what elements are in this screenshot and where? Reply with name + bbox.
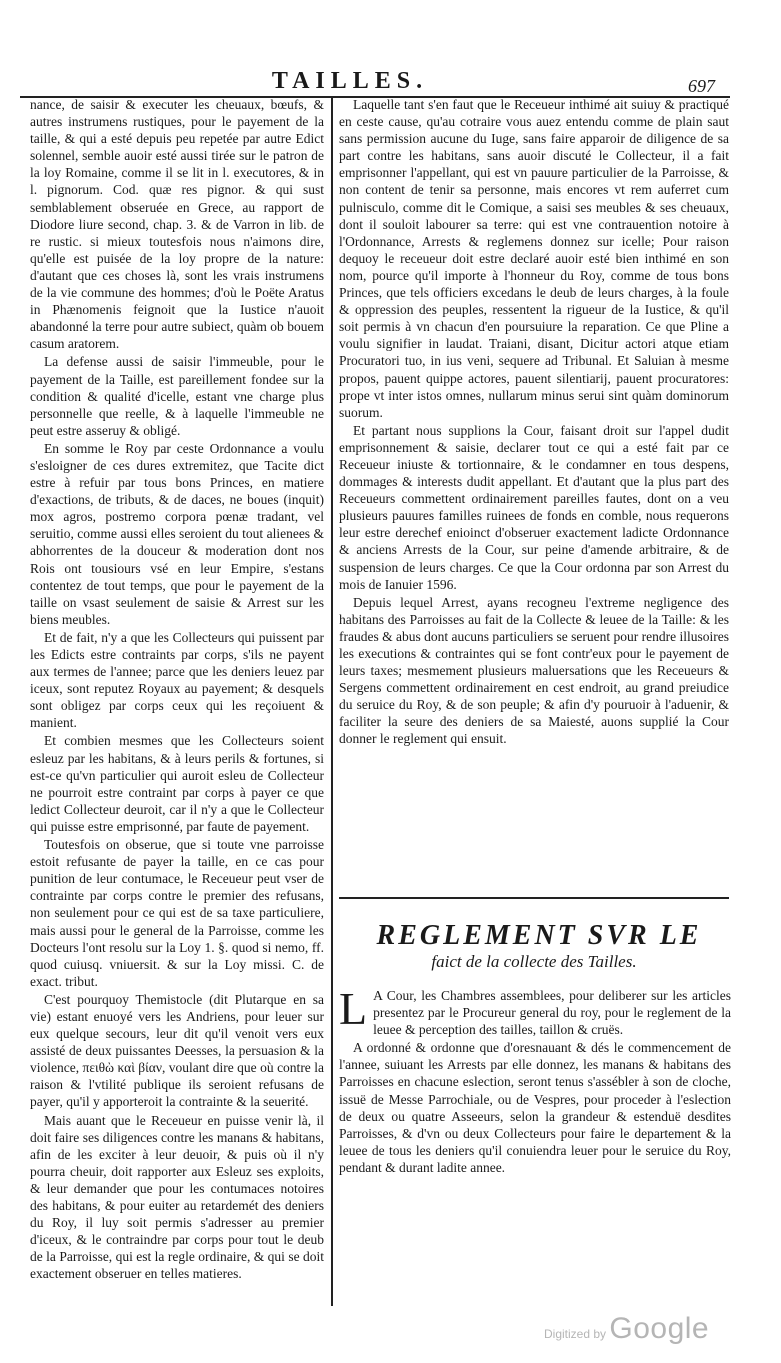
page-number: 697 xyxy=(688,76,715,96)
section-separator-rule xyxy=(339,897,729,899)
right-paragraph: Depuis lequel Arrest, ayans recogneu l'extreme negligence des habitans des Parroisses au fait de la Collecte & leuee de la Taille: & les fraudes & abus dont aucuns particuliers se seruent pour rendre illusoires les executions & contraintes qui se font contr'eux pour le payement de leurs taxes; mesmement plusieurs maluersations que les Receueurs & Sergens commettent ordinairement en cest endroit, au grand preiudice du seruice du Roy, & de son peuple; & afin d'y pouruoir à l'aduenir, & faciliter la seure des deniers de sa Maiesté, auons supplié la Cour donner le reglement qui ensuit. xyxy=(339,594,729,747)
left-paragraph: Et de fait, n'y a que les Collecteurs qui puissent par les Edicts estre contraints par corps, s'ils ne payent aux termes de l'annee; parce que les deniers leuez par iceux, sont reputez Royaux au payement; & desquels sont obligez par corps ceux qui les reçoiuent & manient. xyxy=(30,629,324,731)
reglement-paragraph-text: A Cour, les Chambres assemblees, pour deliberer sur les articles presentez par le Procureur general du roy, pour le reglement de la leuee & perception des tailles, taillon & cruës. xyxy=(373,988,731,1038)
left-paragraph: La defense aussi de saisir l'immeuble, pour le payement de la Taille, est pareillement fondee sur la condition & qualité d'icelle, estant vne charge plus personnelle que reelle, & à laquelle l'immeuble ne peut estre asseruy & obligé. xyxy=(30,354,324,438)
left-column xyxy=(30,96,324,1283)
reglement-paragraph-first xyxy=(339,983,731,1038)
digitized-by-google-watermark xyxy=(544,1312,709,1346)
left-paragraph: Et combien mesmes que les Collecteurs soient esleuz par les habitans, & à leurs perils & fortunes, si est-ce qu'vn particulier qui auroit esleu de Collecteur ne pourroit estre contraint par corps à payer ce que ledict Collecteur deuroit, car il n'y a que le Collecteur qui puisse estre emprisonné, par faute de payement. xyxy=(30,733,324,834)
right-column xyxy=(339,96,729,749)
running-header-title: TAILLES. xyxy=(271,68,429,94)
section-subtitle: faict de la collecte des Tailles. xyxy=(431,952,637,971)
reglement-text xyxy=(339,983,731,1177)
left-paragraph: nance, de saisir & executer les cheuaux, bœufs, & autres instrumens rustiques, pour le payement de la taille, & qui a esté depuis peu repetée par autre Edict solennel, semble auoir esté aussi tirée sur le patron de la loy Romaine, comme il se lit in l. executores, & in l. pignorum. Cod. quæ res pignor. & qui sust semblablement obseruée en Grece, au rapport de Diodore liure second, chap. 3. & de Varron in lib. de re rustic. si mieux toutesfois nous n'aimons dire, qu'elle est puisée de la loy propre de la nature: d'autant que ces choses là, sont les vrais instrumens de la vie commune des hommes; d'où le Poëte Aratus in Phænomenis feignoit que la Iustice n'auoit abandonné la terre pour autre subiect, quàm ob bouem casum aratorem. xyxy=(30,97,324,352)
reglement-paragraph: A ordonné & ordonne que d'oresnauant & dés le commencement de l'annee, suiuant les Arrests par elle donnez, les manans & habitans des Parroisses en chacune eslection, seront tenus s'assébler à son de cloche, issuë de Messe Parrochiale, ou de Vespres, pour proceder à l'eslection de deux ou quatre Asseeurs, selon la grandeur & estenduë desdites Parroisses, & d'vn ou deux Collecteurs pour faire le departement & la leuee de tous les deniers qu'il conuiendra leuer pour le seruice du Roy, pendant & durant ladite annee. xyxy=(339,1040,731,1175)
watermark-prefix: Digitized by xyxy=(544,1327,607,1341)
right-paragraph: Et partant nous supplions la Cour, faisant droit sur l'appel dudit emprisonnement & saisie, declarer tout ce qui a esté fait par ce Receueur iniuste & tortionnaire, & le condamner en tous despens, dommages & interests dudit appellant. Et d'autant que la plus part des Receueurs commettent ordinairement pareilles fautes, dont on a veu plusieurs pauures familles ruinees de fonds en comble, nous requerons leur estre derechef enioinct d'obseruer exactement ladicte Ordonnance & anciens Arrests de la Cour, sur peine d'amende arbitraire, & de suspension de leurs charges. Ce que la Cour ordonna par son Arrest du mois de Ianuier 1596. xyxy=(339,422,729,592)
column-divider xyxy=(331,96,333,1306)
left-paragraph: C'est pourquoy Themistocle (dit Plutarque en sa vie) estant enuoyé vers les Andriens, pour leuer sur eux quelque secours, leur dit qu'il venoit vers eux assisté de deux puissantes Deesses, la persuasion & la violence, πειθὼ καὶ βίαν, voulant dire que où contre la raison & l'vtilité publique ils seroient refusans de payer, qu'il y apporteroit la contrainte & la seuerité. xyxy=(30,991,324,1110)
section-title: REGLEMENT SVR LE xyxy=(376,920,702,951)
google-logo-text: Google xyxy=(609,1312,710,1345)
right-paragraph: Laquelle tant s'en faut que le Receueur inthimé ait suiuy & practiqué en ceste cause, qu'au cotraire vous auez entendu comme de plain saut sans permission aucune du Iuge, sans faire apparoir de diligence de sa part contre les habitans, sans auoir discuté le Collecteur, il a fait emprisonner l'appellant, qui est vn pauure particulier de la Parroisse, & non content de tenir sa personne, mais encores vt rem auferret cum pulnisculo, comme dit le Comique, a saisi ses meubles & ses cheuaux, dont il souloit labourer sa terre: qui est vne contrauention notoire à l'Ordonnance, Arrests & reglemens donnez sur icelle; Pour raison dequoy le receueur doit estre declaré auoir esté bien inthimé en son nom, pource qu'il importe à l'honneur du Roy, comme de tous bons Princes, que tels officiers excedans le deub de leurs charges, à la foule & oppression des peuples, ressentent la rigueur de la Iustice, & qu'il soit permis à vn chacun d'en poursuiure la reparation. Ce que Pline a voulu signifier in laudat. Traiani, disant, Dicitur actori atque etiam Procuratori tuo, in ius veni, sequere ad Tribunal. Et Saluian à mesme propos, pauent quippe actores, pauent silentiarij, pauent procuratores: prope vt inter istos omnes, nullarum minus serui sint quàm dominorum suorum. xyxy=(339,97,729,420)
drop-cap-letter: L xyxy=(339,983,368,1034)
left-paragraph: Mais auant que le Receueur en puisse venir là, il doit faire ses diligences contre les manans & habitans, afin de les exciter à leur deuoir, & puis où il n'y pourra cheuir, doit rapporter aux Esleuz ses exploits, & leur demander que pour les contumaces notoires des habitans, & pour euiter au retardemét des deniers du Roy, il luy soit permis s'adresser au premier d'iceux, & le contraindre par corps pour tout le deub de la Parroisse, qui est la regle ordinaire, & qui se doit exactement obseruer en telles matieres. xyxy=(30,1112,324,1282)
left-paragraph: En somme le Roy par ceste Ordonnance a voulu s'esloigner de ces dures extremitez, que Tacite dict estre à refuir par tous bons Princes, en matiere d'exactions, de tributs, & de daces, ne boues (inquit) mox agros, postremo corpora pœnæ tradant, vel seruitio, comme aussi elles seroient du tout alienees & abhorrentes de la douceur & moderation dont nos Rois ont tousiours vsé en leur Empire, s'estans contentez de tout temps, que pour le payement de la taille on vsast seulement de saisie & Arrest sur les biens meubles. xyxy=(30,440,324,627)
left-paragraph: Toutesfois on obserue, que si toute vne parroisse estoit refusante de payer la taille, en ce cas pour punition de leur contumace, le Receueur peut vser de contrainte par corps contre le premier des refusans, non seulement pour ce qui est de sa taxe particuliere, mais aussi pour le general de la Parroisse, comme les Docteurs l'ont resolu sur la Loy 1. §. quod si nemo, ff. quod cuiusq. vniuersit. & sur la Loy missi. C. de exact. tribut. xyxy=(30,837,324,989)
